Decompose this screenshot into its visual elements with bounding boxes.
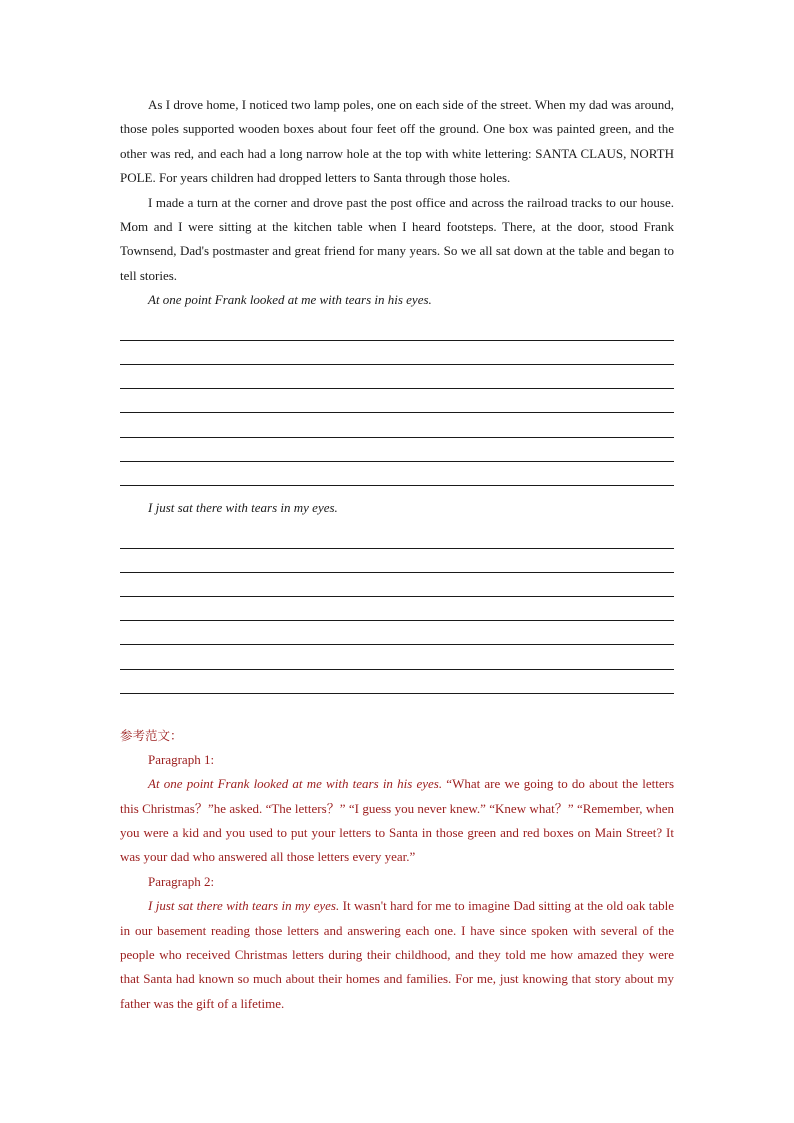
answer-paragraph-1 <box>120 772 674 870</box>
writing-line[interactable] <box>120 341 674 365</box>
answer-para2-text: It wasn't hard for me to imagine Dad sitting at the old oak table in our basement reading those letters and answering each one. I have since spoken with several of the people who received Christmas letters during their childhood, and they told me how amazed they were that Santa had known so much about their homes and families. For me, just knowing that story about my father was the gift of a lifetime. <box>120 898 675 1011</box>
writing-line[interactable] <box>120 597 674 621</box>
writing-line[interactable] <box>120 645 674 669</box>
answer-para1-lead: At one point Frank looked at me with tears in his eyes. <box>148 776 443 792</box>
writing-prompt-2: I just sat there with tears in my eyes. <box>148 499 338 515</box>
writing-line[interactable] <box>120 524 674 548</box>
writing-line[interactable] <box>120 317 674 341</box>
answer-para1-label: Paragraph 1: <box>148 751 215 767</box>
writing-line[interactable] <box>120 438 674 462</box>
answer-para2-lead: I just sat there with tears in my eyes. <box>148 898 340 914</box>
writing-line[interactable] <box>120 413 674 437</box>
document-body <box>120 93 674 1016</box>
writing-line[interactable] <box>120 621 674 645</box>
writing-line[interactable] <box>120 365 674 389</box>
passage-paragraph-1: As I drove home, I noticed two lamp poles, one on each side of the street. When my dad was around, those poles supported wooden boxes about four feet off the ground. One box was painted green, and the other was red, and each had a long narrow hole at the top with white lettering: SANTA CLAUS, NORTH POLE. For years children had dropped letters to Santa through those holes. <box>120 97 674 186</box>
writing-prompt-1: At one point Frank looked at me with tears in his eyes. <box>148 292 432 308</box>
writing-line[interactable] <box>120 549 674 573</box>
answer-section-title: 参考范文： <box>120 727 183 743</box>
writing-lines-1[interactable] <box>120 317 674 486</box>
writing-line[interactable] <box>120 389 674 413</box>
answer-para2-label: Paragraph 2: <box>148 873 215 889</box>
writing-line[interactable] <box>120 573 674 597</box>
writing-line[interactable] <box>120 670 674 694</box>
writing-lines-2[interactable] <box>120 524 674 693</box>
passage-paragraph-2: I made a turn at the corner and drove past the post office and across the railroad tracks to our house. Mom and I were sitting at the kitchen table when I heard footsteps. There, at the door, stood Frank Townsend, Dad's postmaster and great friend for many years. So we all sat down at the table and began to tell stories. <box>120 194 674 283</box>
writing-line[interactable] <box>120 462 674 486</box>
answer-para1-text: “What are we going to do about the letters this Christmas？”he asked. “The letters？” “I guess you never knew.” “Knew what？” “Remember, when you were a kid and you used to put your letters to Santa in those green and red boxes on Main Street? It was your dad who answered all those letters every year.” <box>120 776 674 865</box>
answer-paragraph-2 <box>120 894 674 1016</box>
